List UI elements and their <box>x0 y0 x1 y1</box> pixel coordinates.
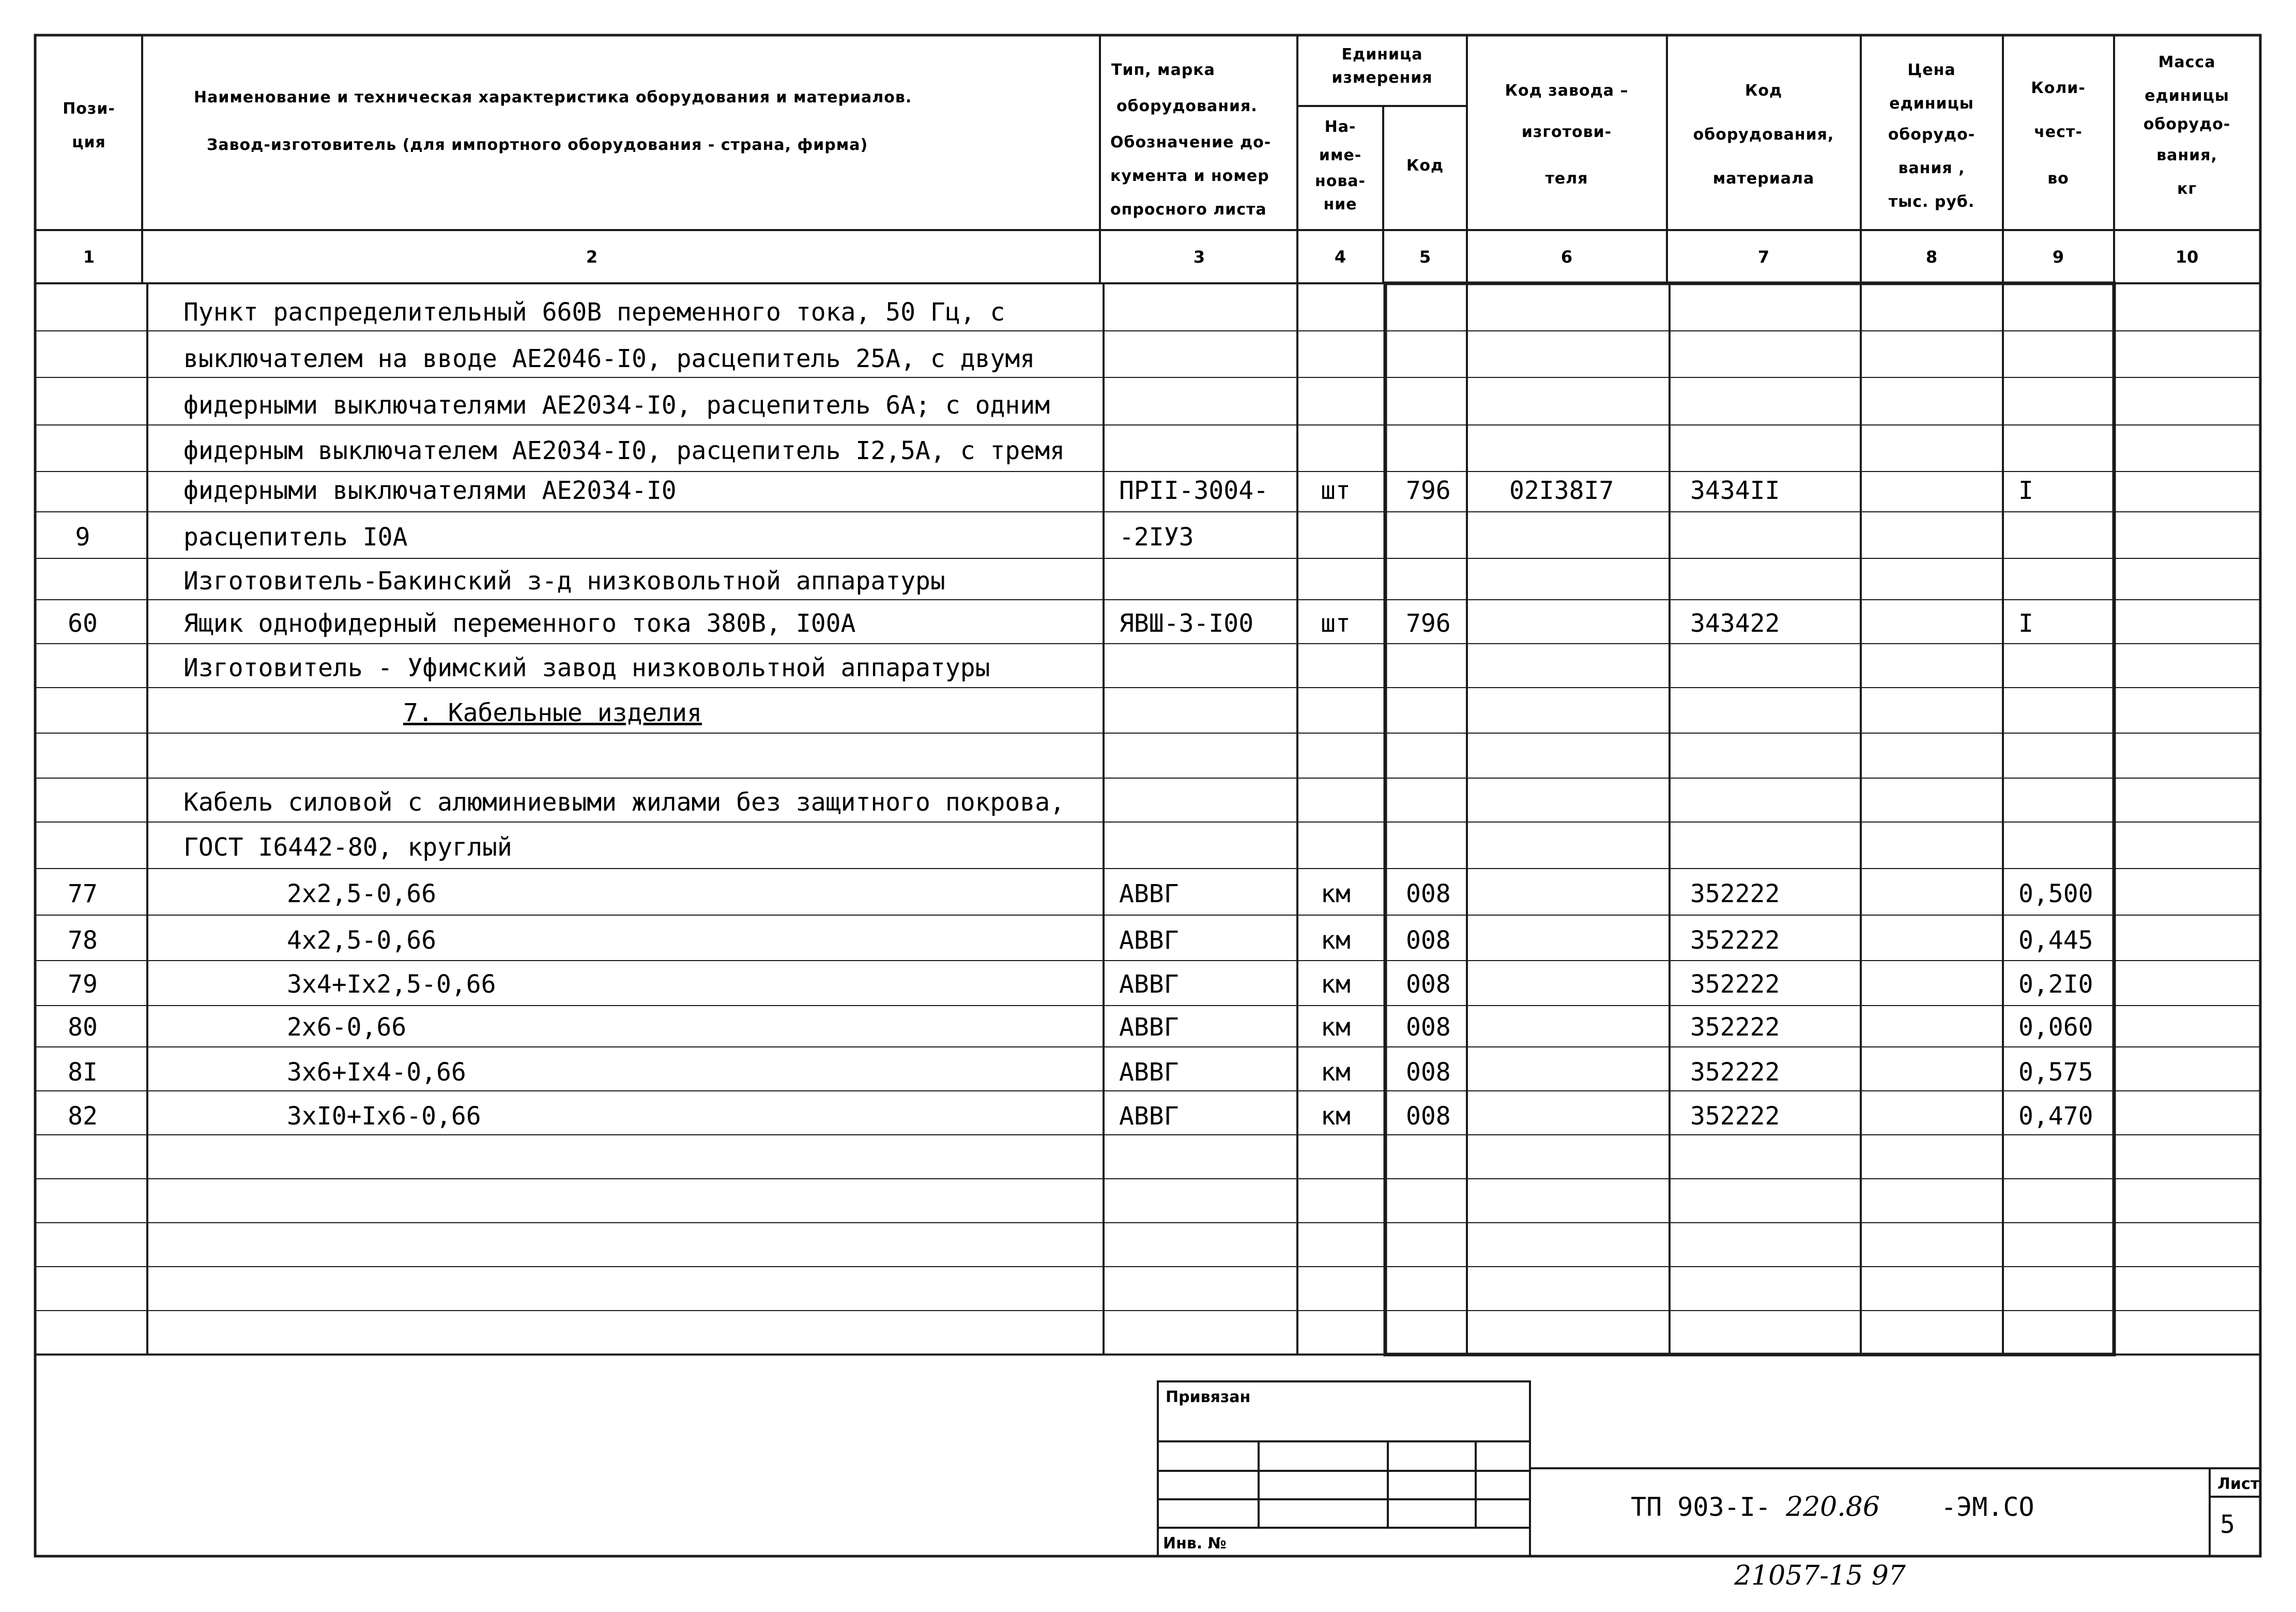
doc-prefix: ТП 903-I- <box>1631 1492 1771 1522</box>
cell-type: АВВГ <box>1119 1013 1179 1042</box>
cell-unit: шт <box>1321 476 1351 505</box>
hdr-col4-line2: име- <box>1319 146 1362 164</box>
cell-type: АВВГ <box>1119 879 1179 908</box>
cell-code: 3434II <box>1690 476 1780 505</box>
cell-qty: I <box>2018 609 2033 638</box>
hdr-col8-line1: Цена <box>1907 61 1956 79</box>
cell-name: 7. Кабельные изделия <box>403 698 702 727</box>
cell-name: Кабель силовой с алюминиевыми жилами без защитного покрова, <box>183 788 1065 817</box>
hdr-col8-line5: тыс. руб. <box>1888 193 1975 211</box>
hdr-col6-line3: теля <box>1545 170 1588 188</box>
cell-ucode: 008 <box>1406 970 1451 999</box>
table-row <box>68 970 2093 999</box>
cell-name: ГОСТ I6442-80, круглый <box>183 833 512 862</box>
hdr-col9-line1: Коли- <box>2031 79 2086 97</box>
table-row <box>183 567 945 596</box>
hdr-col4-line1: На- <box>1324 118 1356 136</box>
cell-pos: 9 <box>75 523 90 552</box>
colnum-3: 3 <box>1193 247 1205 267</box>
cell-name: Ящик однофидерный переменного тока 380В, I00А <box>183 609 856 638</box>
hdr-col3-line5: опросного листа <box>1110 201 1267 219</box>
colnum-4: 4 <box>1334 247 1346 267</box>
colnum-10: 10 <box>2175 247 2199 267</box>
cell-pos: 80 <box>68 1013 98 1042</box>
cell-mfr: 02I38I7 <box>1509 476 1614 505</box>
hdr-col8-line2: единицы <box>1889 95 1974 113</box>
cell-pos: 77 <box>68 879 98 908</box>
table-row <box>183 788 1065 817</box>
cell-ucode: 008 <box>1406 926 1451 955</box>
cell-qty: 0,060 <box>2018 1013 2093 1042</box>
table-row <box>68 926 2093 955</box>
cell-name: фидерными выключателями АЕ2034-I0, расцепитель 6А; с одним <box>183 391 1050 420</box>
cell-code: 343422 <box>1690 609 1780 638</box>
cell-code: 352222 <box>1690 1102 1780 1131</box>
cell-name: 3хI0+Iх6-0,66 <box>287 1102 481 1131</box>
hdr-col3-line2: оборудования. <box>1116 97 1258 115</box>
cell-type: ЯВШ-3-I00 <box>1119 609 1254 638</box>
bound-label: Привязан <box>1166 1388 1251 1406</box>
hdr-col1-line2: ция <box>72 133 106 151</box>
cell-code: 352222 <box>1690 1058 1780 1087</box>
doc-suffix: -ЭМ.СО <box>1941 1492 2034 1522</box>
cell-unit: км <box>1321 926 1351 955</box>
handwritten-inventory-number: 21057-15 97 <box>1734 1560 1906 1591</box>
cell-ucode: 008 <box>1406 1102 1451 1131</box>
hdr-col2-line1: Наименование и техническая характеристика оборудования и материалов. <box>194 88 912 107</box>
cell-name: расцепитель I0А <box>183 523 408 552</box>
table-row <box>183 391 1050 420</box>
table-row <box>183 833 512 862</box>
hdr-col1-line1: Пози- <box>63 100 115 118</box>
cell-code: 352222 <box>1690 1013 1780 1042</box>
hdr-col4-line4: ние <box>1323 195 1357 214</box>
cell-unit: км <box>1321 970 1351 999</box>
cell-pos: 60 <box>68 609 98 638</box>
hdr-col10-line5: кг <box>2177 180 2197 198</box>
cell-qty: 0,500 <box>2018 879 2093 908</box>
sheet-number: 5 <box>2220 1510 2235 1539</box>
colnum-7: 7 <box>1757 247 1770 267</box>
cell-ucode: 008 <box>1406 1013 1451 1042</box>
cell-ucode: 796 <box>1406 609 1451 638</box>
colnum-6: 6 <box>1560 247 1573 267</box>
hdr-col9-line2: чест- <box>2034 123 2083 141</box>
cell-type: АВВГ <box>1119 926 1179 955</box>
cell-qty: 0,445 <box>2018 926 2093 955</box>
table-row <box>68 1058 2093 1087</box>
cell-name: Изготовитель - Уфимский завод низковольтной аппаратуры <box>183 653 990 682</box>
table-row <box>75 523 1194 552</box>
cell-code: 352222 <box>1690 879 1780 908</box>
cell-unit: км <box>1321 1058 1351 1087</box>
colnum-5: 5 <box>1419 247 1431 267</box>
title-block <box>1158 1381 2260 1556</box>
table-row <box>68 879 2093 908</box>
colnum-8: 8 <box>1925 247 1938 267</box>
cell-pos: 78 <box>68 926 98 955</box>
cell-pos: 82 <box>68 1102 98 1131</box>
hdr-col7-line3: материала <box>1712 170 1815 188</box>
cell-name: Пункт распределительный 660В переменного тока, 50 Гц, с <box>183 298 1005 327</box>
cell-pos: 79 <box>68 970 98 999</box>
hdr-unit-group-1: Единица <box>1341 45 1423 64</box>
hdr-unit-group-2: измерения <box>1331 69 1433 87</box>
cell-qty: 0,470 <box>2018 1102 2093 1131</box>
hdr-col8-line3: оборудо- <box>1888 126 1976 144</box>
cell-unit: км <box>1321 1013 1351 1042</box>
inner-bold-box <box>1385 283 2114 1355</box>
cell-name: выключателем на вводе АЕ2046-I0, расцепитель 25А, с двумя <box>183 344 1035 373</box>
doc-number: 220.86 <box>1786 1492 1880 1523</box>
hdr-col6-line1: Код завода – <box>1505 82 1629 100</box>
cell-qty: 0,575 <box>2018 1058 2093 1087</box>
table-row <box>183 476 2033 505</box>
hdr-col5: Код <box>1406 157 1444 175</box>
table-row <box>183 653 990 682</box>
hdr-col4-line3: нова- <box>1314 172 1366 190</box>
table-row <box>183 344 1035 373</box>
cell-unit: км <box>1321 1102 1351 1131</box>
cell-code: 352222 <box>1690 926 1780 955</box>
inventory-label: Инв. № <box>1163 1534 1227 1553</box>
table-row <box>68 1102 2093 1131</box>
cell-code: 352222 <box>1690 970 1780 999</box>
cell-name: 4х2,5-0,66 <box>287 926 436 955</box>
colnum-9: 9 <box>2052 247 2064 267</box>
cell-ucode: 796 <box>1406 476 1451 505</box>
sheet-label: Лист <box>2217 1475 2260 1493</box>
hdr-col3-line1: Тип, марка <box>1111 61 1215 79</box>
hdr-col10-line4: вания, <box>2156 146 2217 164</box>
cell-qty: 0,2I0 <box>2018 970 2093 999</box>
hdr-col7-line2: оборудования, <box>1693 126 1834 144</box>
cell-pos: 8I <box>68 1058 98 1087</box>
column-numbers-row <box>83 247 2198 267</box>
cell-name: 3х6+Iх4-0,66 <box>287 1058 466 1087</box>
colnum-1: 1 <box>83 247 95 267</box>
table-row <box>68 609 2033 638</box>
cell-name: 2х2,5-0,66 <box>287 879 436 908</box>
hdr-col2-line2: Завод-изготовитель (для импортного оборудования - страна, фирма) <box>207 136 868 154</box>
cell-type: ПРII-3004- <box>1119 476 1268 505</box>
cell-name: фидерными выключателями АЕ2034-I0 <box>183 476 677 505</box>
hdr-col7-line1: Код <box>1744 82 1783 100</box>
cell-type: АВВГ <box>1119 1102 1179 1131</box>
cell-type: -2IУ3 <box>1119 523 1194 552</box>
table-row <box>183 298 1005 327</box>
table-row <box>403 698 702 727</box>
hdr-col10-line1: Масса <box>2158 53 2216 71</box>
hdr-col9-line3: во <box>2047 170 2069 188</box>
hdr-col3-line4: кумента и номер <box>1110 167 1269 185</box>
table-row <box>68 1013 2093 1042</box>
cell-unit: шт <box>1321 609 1351 638</box>
colnum-2: 2 <box>586 247 598 267</box>
header <box>63 45 2230 219</box>
cell-name: 2х6-0,66 <box>287 1013 407 1042</box>
cell-name: фидерным выключателем АЕ2034-I0, расцепитель I2,5А, с тремя <box>183 436 1065 465</box>
cell-unit: км <box>1321 879 1351 908</box>
hdr-col6-line2: изготови- <box>1521 123 1612 141</box>
hdr-col10-line2: единицы <box>2145 87 2229 105</box>
hdr-col8-line4: вания , <box>1898 159 1965 177</box>
cell-qty: I <box>2018 476 2033 505</box>
cell-name: Изготовитель-Бакинский з-д низковольтной аппаратуры <box>183 567 945 596</box>
cell-type: АВВГ <box>1119 970 1179 999</box>
cell-ucode: 008 <box>1406 879 1451 908</box>
cell-ucode: 008 <box>1406 1058 1451 1087</box>
hdr-col10-line3: оборудо- <box>2143 115 2231 133</box>
hdr-col3-line3: Обозначение до- <box>1110 133 1272 151</box>
cell-type: АВВГ <box>1119 1058 1179 1087</box>
cell-name: 3х4+Iх2,5-0,66 <box>287 970 496 999</box>
table-row <box>183 436 1065 465</box>
